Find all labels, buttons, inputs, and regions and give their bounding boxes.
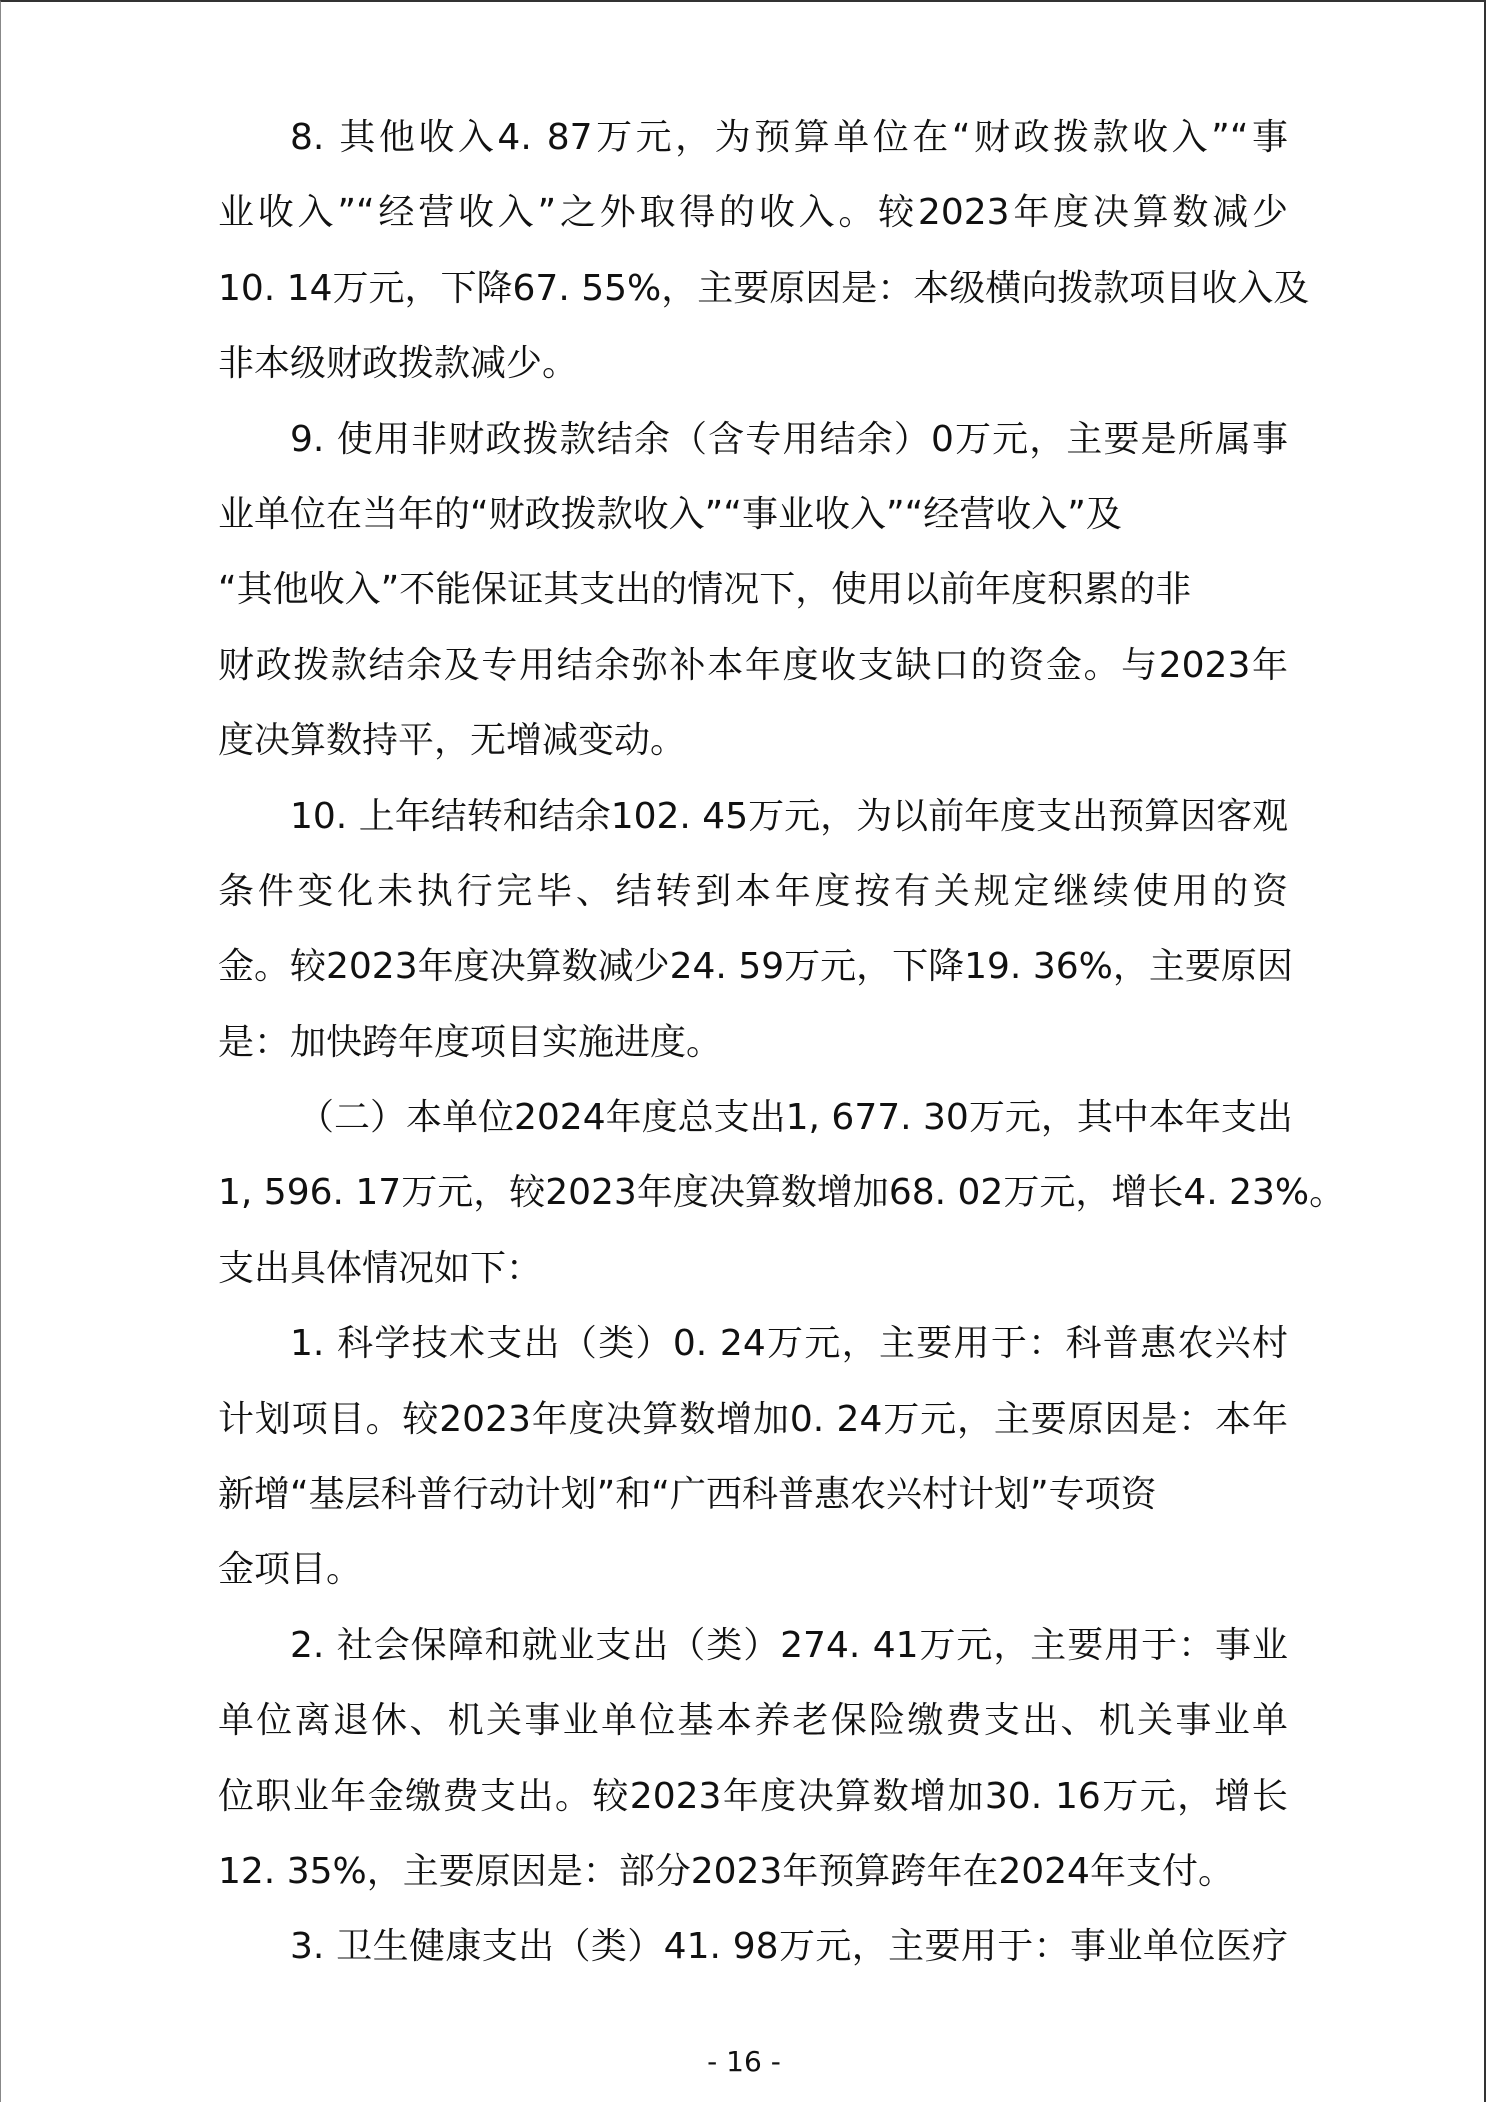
text-line: 支出具体情况如下： — [218, 1247, 543, 1289]
text-line: 金。较2023年度决算数减少24. 59万元，下降19. 36%，主要原因 — [218, 946, 1293, 988]
text-line: 10. 上年结转和结余102. 45万元，为以前年度支出预算因客观 — [290, 795, 1289, 837]
text-line: 单位离退休、机关事业单位基本养老保险缴费支出、机关事业单 — [218, 1700, 1288, 1742]
text-line: 计划项目。较2023年度决算数增加0. 24万元，主要原因是：本年 — [218, 1398, 1288, 1440]
text-line: 条件变化未执行完毕、结转到本年度按有关规定继续使用的资 — [218, 870, 1288, 912]
text-line: 非本级财政拨款减少。 — [218, 343, 579, 385]
text-line: （二）本单位2024年度总支出1, 677. 30万元，其中本年支出 — [298, 1097, 1293, 1139]
text-line: 位职业年金缴费支出。较2023年度决算数增加30. 16万元，增长 — [218, 1775, 1288, 1817]
document-body — [218, 100, 1346, 1985]
text-line: 财政拨款结余及专用结余弥补本年度收支缺口的资金。与2023年 — [218, 644, 1288, 686]
text-line: 业收入”“经营收入”之外取得的收入。较2023年度决算数减少 — [218, 192, 1288, 234]
text-line: 10. 14万元，下降67. 55%，主要原因是：本级横向拨款项目收入及 — [218, 267, 1310, 309]
text-line: 业单位在当年的“财政拨款收入”“事业收入”“经营收入”及 — [218, 493, 1122, 535]
text-line: 新增“基层科普行动计划”和“广西科普惠农兴村计划”专项资 — [218, 1474, 1157, 1516]
text-line: 8. 其他收入4. 87万元，为预算单位在“财政拨款收入”“事 — [290, 117, 1288, 158]
text-line: “其他收入”不能保证其支出的情况下，使用以前年度积累的非 — [218, 569, 1192, 611]
text-line: 3. 卫生健康支出（类）41. 98万元，主要用于：事业单位医疗 — [290, 1926, 1288, 1968]
text-line: 2. 社会保障和就业支出（类）274. 41万元，主要用于：事业 — [290, 1624, 1288, 1666]
text-line: 1. 科学技术支出（类）0. 24万元，主要用于：科普惠农兴村 — [290, 1323, 1288, 1365]
text-line: 12. 35%，主要原因是：部分2023年预算跨年在2024年支付。 — [218, 1850, 1234, 1892]
text-line: 度决算数持平，无增减变动。 — [218, 720, 687, 762]
text-line: 9. 使用非财政拨款结余（含专用结余）0万元，主要是所属事 — [290, 418, 1288, 460]
text-line: 金项目。 — [218, 1549, 363, 1591]
page-number: - 16 - — [707, 2045, 781, 2078]
text-line: 是：加快跨年度项目实施进度。 — [218, 1021, 723, 1063]
text-line: 1, 596. 17万元，较2023年度决算数增加68. 02万元，增长4. 23%。 — [218, 1172, 1346, 1214]
